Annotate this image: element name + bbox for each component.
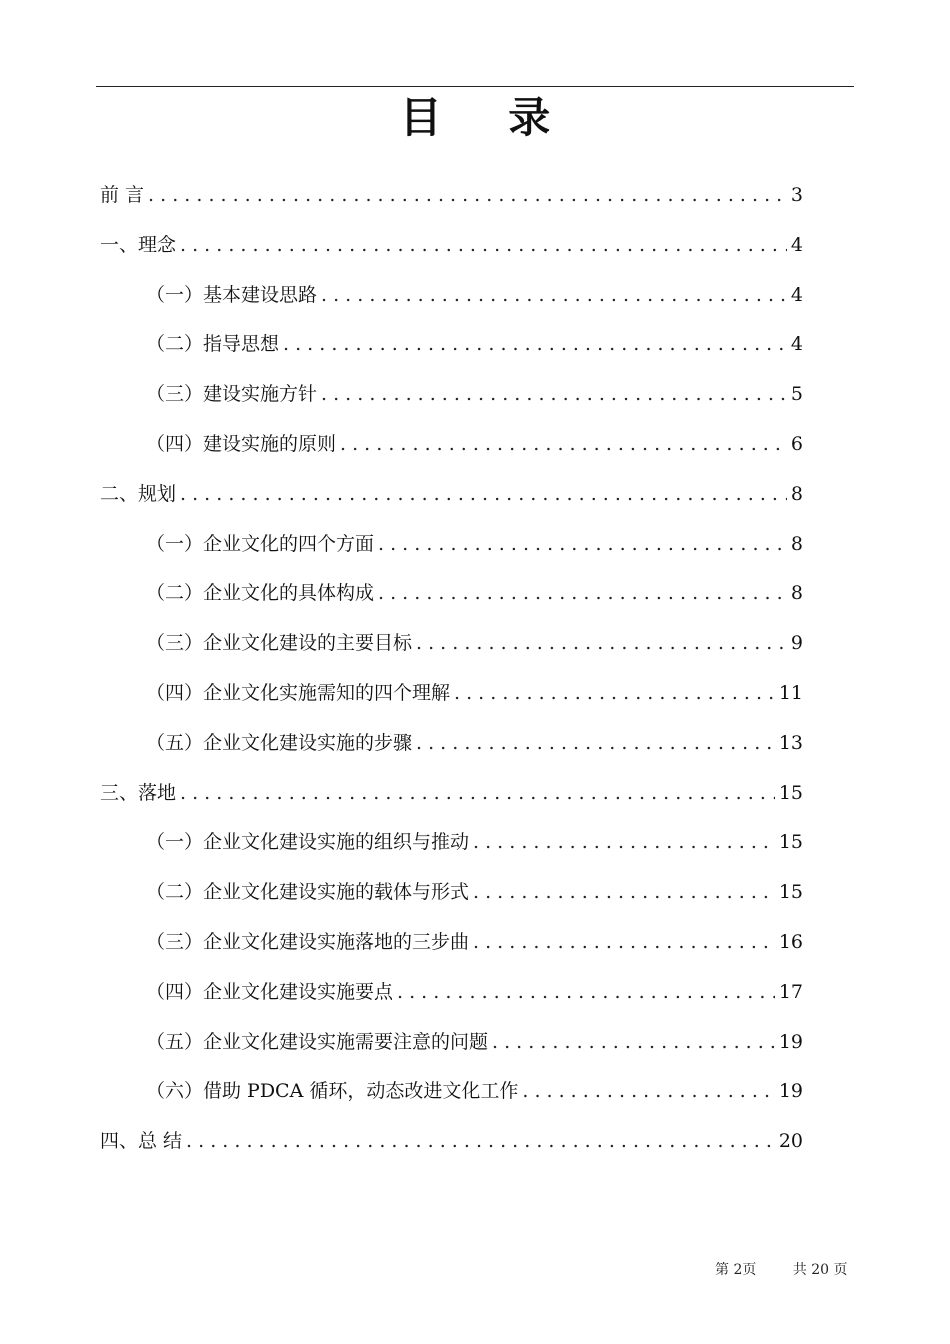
toc-entry-label: （四）企业文化实施需知的四个理解: [146, 682, 451, 704]
toc-entry[interactable]: [100, 1116, 803, 1166]
toc-entry-page-number: 4: [790, 333, 803, 356]
toc-dot-leader: [416, 718, 775, 768]
toc-entry-page-number: 8: [790, 482, 803, 505]
toc-entry[interactable]: [100, 170, 803, 220]
toc-entry-page-number: 8: [790, 532, 803, 555]
toc-entry-label: （三）企业文化建设实施落地的三步曲: [146, 931, 470, 953]
toc-dot-leader: [473, 917, 775, 967]
toc-dot-leader: [186, 1116, 775, 1166]
current-page-number: 第 2页: [715, 1262, 757, 1278]
toc-entry-label: （五）企业文化建设实施的步骤: [146, 731, 413, 754]
toc-entry-label: （三）企业文化建设的主要目标: [146, 632, 413, 655]
toc-entry-label: （一）企业文化的四个方面: [146, 532, 375, 555]
toc-entry[interactable]: [146, 1066, 803, 1116]
toc-entry-page-number: 15: [778, 831, 803, 854]
toc-entry[interactable]: [146, 917, 803, 967]
toc-entry-page-number: 15: [778, 881, 803, 904]
toc-entry[interactable]: [146, 369, 803, 419]
toc-entry-label: 四、总 结: [100, 1130, 183, 1153]
toc-entry-page-number: 16: [778, 931, 803, 953]
toc-dot-leader: [522, 1066, 774, 1116]
page-footer: [715, 1259, 848, 1279]
toc-dot-leader: [283, 319, 787, 369]
toc-entry[interactable]: [100, 768, 803, 818]
toc-entry-label: 三、落地: [100, 781, 177, 804]
toc-entry[interactable]: [146, 270, 803, 320]
toc-entry[interactable]: [146, 817, 803, 867]
toc-entry-page-number: 11: [778, 682, 803, 704]
toc-dot-leader: [378, 568, 787, 618]
toc-entry-page-number: 4: [790, 233, 803, 256]
toc-entry[interactable]: [146, 319, 803, 369]
toc-entry-page-number: 17: [778, 980, 803, 1003]
toc-entry-label: （二）企业文化的具体构成: [146, 582, 375, 605]
toc-entry[interactable]: [100, 469, 803, 519]
toc-entry[interactable]: [146, 618, 803, 668]
toc-dot-leader: [454, 668, 775, 718]
toc-dot-leader: [378, 519, 787, 569]
page-title: 目 录: [399, 93, 577, 142]
toc-entry-page-number: 5: [790, 383, 803, 406]
toc-entry-label: （六）借助 PDCA 循环，动态改进文化工作: [146, 1080, 519, 1103]
toc-entry-page-number: 4: [790, 283, 803, 306]
toc-dot-leader: [397, 967, 775, 1017]
toc-entry-label: （三）建设实施方针: [146, 383, 318, 406]
toc-entry[interactable]: [146, 718, 803, 768]
toc-entry[interactable]: [146, 568, 803, 618]
toc-entry-label: （二）指导思想: [146, 333, 280, 356]
toc-entry-label: （一）基本建设思路: [146, 283, 318, 306]
toc-entry[interactable]: [100, 220, 803, 270]
toc-entry-page-number: 3: [790, 184, 803, 206]
toc-dot-leader: [180, 768, 775, 818]
toc-dot-leader: [473, 817, 775, 867]
toc-dot-leader: [473, 867, 775, 917]
toc-entry[interactable]: [146, 419, 803, 469]
toc-entry[interactable]: [146, 867, 803, 917]
toc-entry-page-number: 9: [790, 632, 803, 655]
toc-entry-label: 前 言: [100, 184, 145, 206]
toc-dot-leader: [321, 270, 787, 320]
toc-dot-leader: [416, 618, 787, 668]
toc-entry-page-number: 15: [778, 781, 803, 804]
toc-entry-page-number: 20: [778, 1130, 803, 1153]
toc-entry-page-number: 19: [778, 1030, 803, 1053]
toc-dot-leader: [340, 419, 787, 469]
toc-entry[interactable]: [146, 668, 803, 718]
header-rule: [96, 86, 854, 87]
toc-dot-leader: [180, 220, 787, 270]
toc-entry-page-number: 6: [790, 433, 803, 455]
toc-entry-label: 二、规划: [100, 482, 177, 505]
total-pages: 共 20 页: [792, 1262, 848, 1278]
toc-dot-leader: [492, 1017, 775, 1067]
toc-entry-page-number: 19: [778, 1080, 803, 1103]
toc-dot-leader: [148, 170, 787, 220]
toc-dot-leader: [180, 469, 787, 519]
toc-entry-label: （一）企业文化建设实施的组织与推动: [146, 831, 470, 854]
toc-entry[interactable]: [146, 519, 803, 569]
toc-entry-label: （四）企业文化建设实施要点: [146, 980, 394, 1003]
toc-entry-page-number: 13: [778, 731, 803, 754]
toc-entry-label: 一、理念: [100, 233, 177, 256]
toc-entry[interactable]: [146, 967, 803, 1017]
toc-entry-page-number: 8: [790, 582, 803, 605]
toc-entry[interactable]: [146, 1017, 803, 1067]
toc-entry-label: （五）企业文化建设实施需要注意的问题: [146, 1030, 489, 1053]
toc-entry-label: （四）建设实施的原则: [146, 433, 337, 455]
toc-dot-leader: [321, 369, 787, 419]
toc-entry-label: （二）企业文化建设实施的载体与形式: [146, 881, 470, 904]
